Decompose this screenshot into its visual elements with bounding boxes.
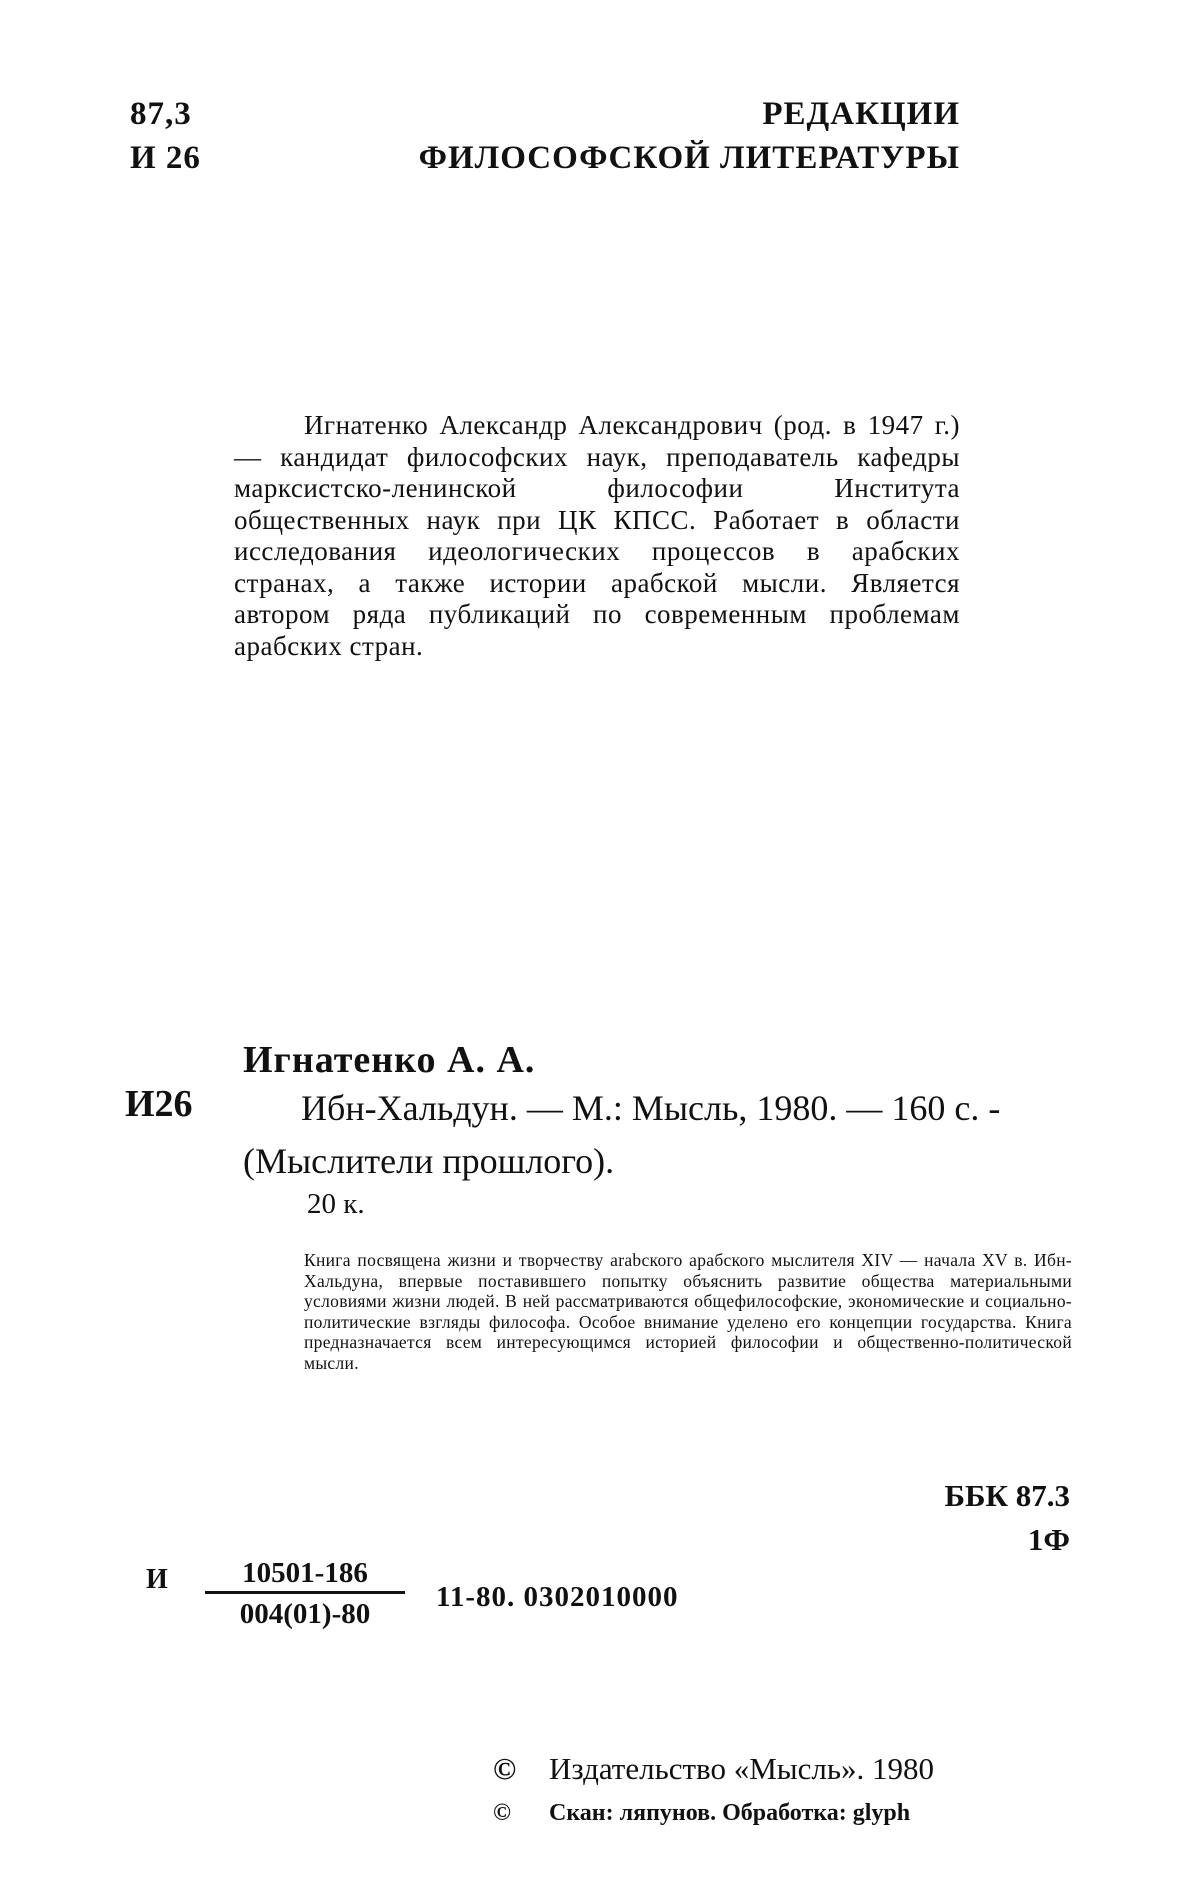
copyright-scan (493, 1800, 910, 1827)
annotation: Книга посвящена жизни и творчеству arabского арабского мыслителя XIV — начала XV в. Ибн-Хальдуна, впервые поставившего попытку объяснить развитие общества материальными условиями жизни людей. В ней рассматриваются общефилософские, экономические и социально-политические взгляды философа. Особое внимание уделено его концепции государства. Книга предназначается всем интересующимся историей философии и общественно-политической мысли. (304, 1250, 1072, 1373)
author-bio: Игнатенко Александр Александрович (род. в 1947 г.) — кандидат философских наук, преподаватель кафедры марксистско-ленинской философии Института общественных наук при ЦК КПСС. Работает в области исследования идеологических процессов в арабских странах, а также истории арабской мысли. Является автором ряда публикаций по современным проблемам арабских стран. (234, 410, 960, 661)
catalog-title: Ибн-Хальдун. — М.: Мысль, 1980. — 160 с. - (Мыслители прошлого). (243, 1088, 1001, 1181)
isbn-fraction (205, 1555, 405, 1634)
publisher-header (419, 92, 960, 180)
copyright-line2: Скан: ляпунов. Обработка: glyph (549, 1800, 911, 1826)
publisher-line1: РЕДАКЦИИ (762, 96, 960, 132)
catalog-author: Игнатенко А. А. (243, 1039, 536, 1081)
bbk-code-line2: И 26 (130, 140, 201, 176)
catalog-mark: И26 (125, 1083, 193, 1125)
copyright-icon: © (493, 1751, 517, 1786)
copyright-line1: Издательство «Мысль». 1980 (549, 1751, 934, 1786)
bbk-bottom-line1: ББК 87.3 (944, 1478, 1070, 1513)
publisher-line2: ФИЛОСОФСКОЙ ЛИТЕРАТУРЫ (418, 140, 960, 176)
isbn-numerator: 10501-186 (205, 1555, 405, 1594)
price: 20 к. (307, 1188, 365, 1220)
copyright-publisher (493, 1751, 934, 1787)
isbn-denominator: 004(01)-80 (239, 1598, 371, 1630)
bbk-bottom (945, 1474, 1070, 1562)
isbn-tail: 11-80. 0302010000 (436, 1581, 679, 1613)
bbk-code-line1: 87,3 (130, 96, 192, 132)
isbn-letter: И (146, 1564, 168, 1595)
bbk-bottom-line2: 1Ф (1027, 1522, 1070, 1557)
copyright-icon-2: © (493, 1800, 511, 1826)
bbk-code (130, 92, 201, 180)
